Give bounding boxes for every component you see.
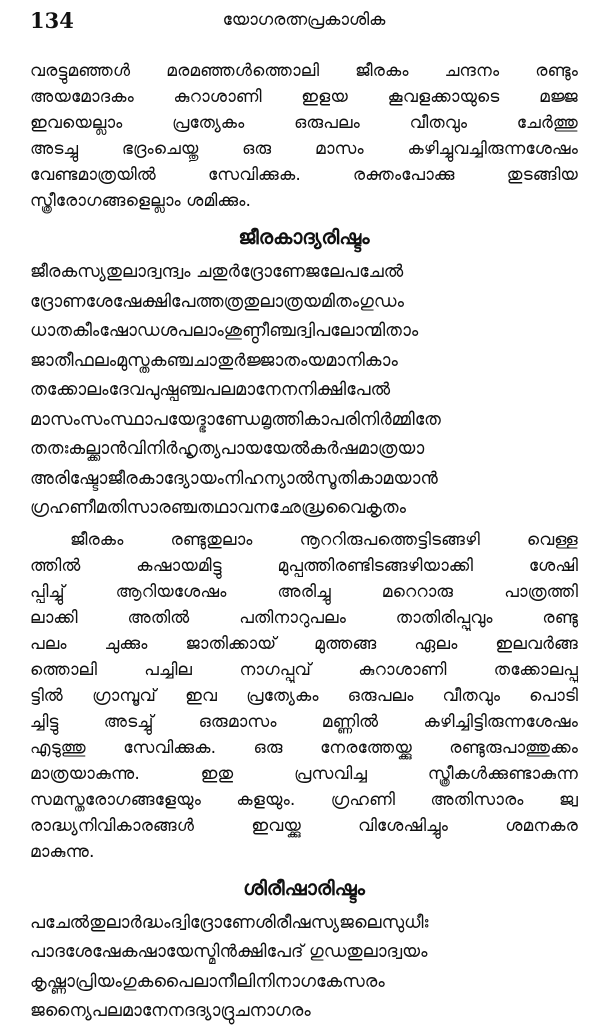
text-line: ട്ടിൽ ഗ്രാമ്പൂവ് ഇവ പ്രത്യേകം ഒരുപലം വീതവും പൊടി <box>30 685 578 706</box>
running-title: യോഗരത്നപ്രകാശിക <box>222 10 386 30</box>
verse-line: ജന്യൈപലമാനേനദദ്യാദ്രുചനാഗരം <box>30 1001 311 1021</box>
text-line: സ്ത്രീരോഗങ്ങളെല്ലാം ശമിക്കും. <box>30 191 251 211</box>
verse-line: കൃഷ്ണാപ്രിയംഗുകപൈലാനീലിനിനാഗകേസരം <box>30 971 385 992</box>
verse-line: ഗ്രഹണീമതിസാരഞ്ചതഥാവനഛേദ്ധ്രവൈകൃതം <box>30 498 407 518</box>
intro-paragraph <box>30 58 578 214</box>
text-line: പലം ചുക്കും ജാതിക്കായ് മുത്തങ്ങ ഏലം ഇലവർങ്ങ <box>30 633 578 654</box>
sanskrit-verse-2 <box>30 909 578 1027</box>
commentary-paragraph <box>30 527 578 865</box>
page-header <box>30 6 578 44</box>
text-line: ലാക്കി അതിൽ പതിനാറുപലം താതിരിപ്പൂവും രണ്ടു <box>30 607 578 628</box>
verse-line: പചേൽതുലാർദ്ധംദ്വിദ്രോണേശിരീഷസ്യജലെസുധീഃ <box>30 912 429 933</box>
text-line: അയമോദകം കുറാശാണി ഇളയ കൂവളക്കായുടെ മജ്ജ <box>30 87 578 107</box>
verse-line: അരിഷ്ടോജീരകാദ്യോയംനിഹന്യാൽസൂതികാമയാൻ <box>30 468 438 489</box>
text-line: എടുത്തു സേവിക്കുക. ഒരു നേരത്തേയ്ക്കു രണ്ടുരുപാത്തുക്കം <box>30 737 578 758</box>
section-heading-shireesharishtam: ശിരീഷാരിഷ്ടം <box>243 875 365 900</box>
text-line: ഇവയെല്ലാം പ്രത്യേകം ഒരുപലം വീതവും ചേർത്തു <box>30 113 578 133</box>
text-line: ത്തിൽ കഷായമിട്ടു മുപ്പത്തിരണ്ടിടങ്ങഴിയാക്കി ശേഷി <box>30 555 578 576</box>
sanskrit-verse-1 <box>30 258 578 524</box>
text-line: ച്ചിട്ടു അടച്ചു് ഒരുമാസം മണ്ണിൽ കഴിച്ചിട്ടിരുന്നശേഷം <box>30 711 578 732</box>
text-line: വേണ്ടമാത്രയിൽ സേവിക്കുക. രക്തംപോക്കു തുടങ്ങിയ <box>30 165 578 185</box>
verse-line: ദ്രോണശേഷേക്ഷിപേത്തത്രതുലാത്രയമിതംഗുഡം <box>30 291 404 312</box>
verse-line: ജാതീഫലംമുസ്തകഞ്ചചാതുർജ്ജാതംയമാനികാം <box>30 350 398 371</box>
text-line: പ്പിച്ചു് ആറിയശേഷം അരിച്ചു മറെറാരു പാത്രത്തി <box>30 581 578 602</box>
text-line: ജീരകം രണ്ടുതുലാം നൂററിരുപത്തെട്ടിടങ്ങഴി വെള്ള <box>70 529 578 550</box>
verse-line: ധാതകീംഷോഡശപലാംശുണ്ഠീഞ്ചദ്വിപലോന്മിതാം <box>30 321 419 341</box>
verse-line: ജീരകസ്യതുലാദ്വന്ദ്വം ചതുർദ്രോണേജലേപചേൽ <box>30 262 404 282</box>
text-line: രാദ്ധ്യനിവികാരങ്ങൾ ഇവയ്ക്കു വിശേഷിച്ചും ശമനകര <box>30 815 578 836</box>
verse-line: തതഃകല്ക്കാൻവിനിർഹൃത്യപായയേൽകർഷമാത്രയാ <box>30 439 425 459</box>
verse-line: പാദശേഷേകഷായേസ്മിൻക്ഷിപേദ് ഗുഡതുലാദ്വയം <box>30 942 428 962</box>
verse-line: മാസംസംസ്ഥാപയേദ്ഭാണ്ഡേമൃത്തികാപരിനിർമ്മിതേ <box>30 409 441 430</box>
text-line: മാകുന്നു. <box>30 841 95 862</box>
text-line: വരട്ടുമഞ്ഞൾ മരമഞ്ഞൾത്തൊലി ജീരകം ചന്ദനം രണ്ടും <box>30 61 578 81</box>
section-heading-jeerakadyarishtam: ജീരകാദ്യരിഷ്ടം <box>238 225 370 249</box>
verse-line: തക്കോലംദേവപുഷ്പഞ്ചപലമാനേനനിക്ഷിപേൽ <box>30 380 391 400</box>
page-number: 134 <box>30 8 74 33</box>
text-line: അടച്ചു ഭദ്രംചെയ്തു ഒരു മാസം കഴിച്ചുവച്ചിരുന്നശേഷം <box>30 139 578 159</box>
text-line: സമസ്തരോഗങ്ങളേയും കളയും. ഗ്രഹണി അതിസാരം ജ്വ <box>30 789 578 810</box>
text-line: ത്തൊലി പച്ചില നാഗപ്പൂവ് കുറാശാണി തക്കോലപ്പു <box>30 659 578 680</box>
text-line: മാത്രയാകുന്നു. ഇതു പ്രസവിച്ച സ്ത്രീകൾക്കുണ്ടാകുന്ന <box>30 763 578 784</box>
